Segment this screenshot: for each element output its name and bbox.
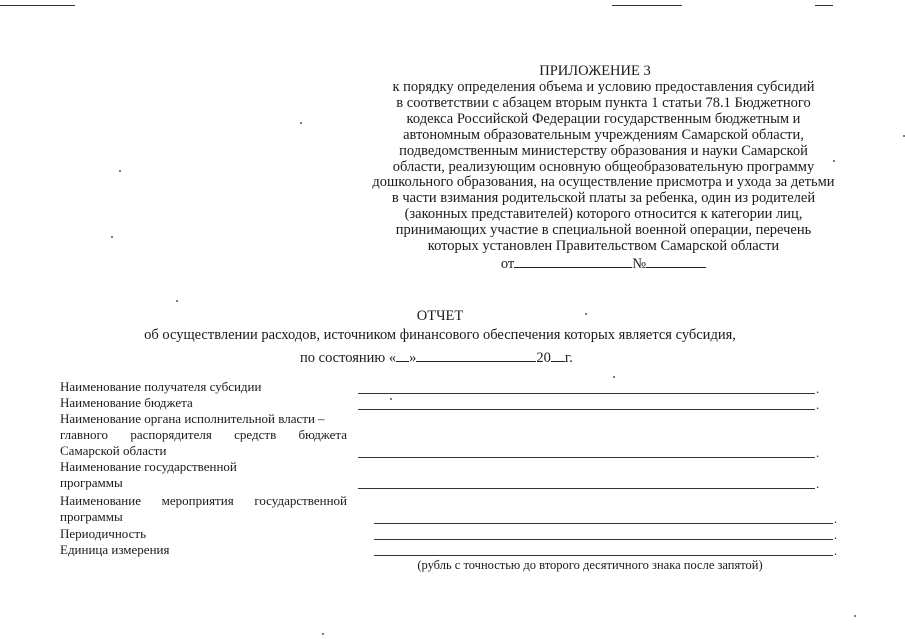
label-program-line: Наименование государственной	[60, 459, 237, 474]
appendix-title: ПРИЛОЖЕНИЕ 3	[539, 63, 651, 79]
appendix-line: принимающих участие в специальной военной операции, перечень	[395, 222, 812, 239]
budget-blank[interactable]	[358, 409, 815, 410]
year-prefix: 20	[536, 350, 551, 366]
scan-speck	[854, 615, 856, 617]
date-prefix: от	[500, 255, 515, 272]
recipient-dot: .	[816, 381, 820, 396]
year-suffix: г.	[564, 350, 573, 366]
report-subtitle: об осуществлении расходов, источником финансового обеспечения которых является субсидия,	[144, 327, 736, 343]
recipient-blank[interactable]	[358, 393, 815, 394]
authority-blank[interactable]	[358, 457, 815, 458]
year-blank[interactable]	[551, 349, 565, 362]
label-authority	[60, 411, 347, 458]
appendix-line: в части взимания родительской платы за ребенка, один из родителей	[391, 190, 816, 207]
appendix-line: области, реализующим основную общеобразовательную программу	[392, 158, 815, 175]
budget-dot: .	[816, 397, 820, 412]
scan-speck	[390, 398, 392, 400]
appendix-line: дошкольного образования, на осуществление присмотра и ухода за детьми	[372, 174, 835, 191]
scan-speck	[300, 122, 302, 124]
scan-speck	[111, 236, 113, 238]
date-blank[interactable]	[514, 255, 632, 268]
scan-speck	[613, 376, 615, 378]
label-event-line: Наименование мероприятия государственной	[60, 493, 347, 508]
scan-speck	[322, 633, 324, 635]
authority-dot: .	[816, 445, 820, 460]
label-program-line: программы	[60, 474, 123, 490]
program-blank[interactable]	[358, 488, 815, 489]
label-periodicity: Периодичность	[60, 526, 147, 541]
label-program	[60, 459, 347, 491]
appendix-date-line	[356, 255, 851, 273]
appendix-line: которых установлен Правительством Самарской области	[427, 238, 780, 255]
label-event-line: программы	[60, 508, 123, 524]
top-edge-line-right	[815, 5, 833, 6]
label-authority-line: Самарской области	[60, 442, 167, 458]
label-authority-line: главного распорядителя средств бюджета	[60, 426, 347, 442]
periodicity-dot: .	[834, 527, 838, 542]
periodicity-blank[interactable]	[374, 539, 833, 540]
label-authority-line: Наименование органа исполнительной власти –	[60, 411, 325, 426]
program-dot: .	[816, 476, 820, 491]
status-quote-close: »	[409, 350, 417, 366]
appendix-line: подведомственным министерству образования и науки Самарской	[399, 142, 808, 159]
number-sign: №	[632, 255, 647, 272]
scan-speck	[833, 160, 835, 162]
unit-note: (рубль с точностью до второго десятичного знака после запятой)	[417, 558, 763, 572]
day-blank[interactable]	[396, 349, 409, 362]
scan-speck	[119, 170, 121, 172]
top-edge-line-left	[0, 5, 75, 6]
label-event	[60, 493, 347, 525]
number-blank[interactable]	[646, 255, 706, 268]
label-recipient: Наименование получателя субсидии	[60, 379, 262, 394]
appendix-line: в соответствии с абзацем вторым пункта 1 статьи 78.1 Бюджетного	[396, 94, 811, 111]
scan-speck	[585, 313, 587, 315]
appendix-line: автономным образовательным учреждениям Самарской области,	[403, 126, 804, 143]
appendix-line: кодекса Российской Федерации государственным бюджетным и	[406, 110, 801, 127]
status-prefix: по состоянию «	[300, 350, 397, 366]
report-title: ОТЧЕТ	[416, 308, 464, 324]
event-dot: .	[834, 511, 838, 526]
scan-speck	[176, 300, 178, 302]
appendix-line: к порядку определения объема и условию предоставления субсидий	[392, 79, 815, 95]
unit-blank[interactable]	[374, 555, 833, 556]
month-blank[interactable]	[416, 349, 536, 362]
event-blank[interactable]	[374, 523, 833, 524]
label-budget: Наименование бюджета	[60, 395, 193, 410]
appendix-text	[356, 80, 851, 273]
top-edge-line-mid	[612, 5, 682, 6]
label-unit: Единица измерения	[60, 542, 170, 557]
appendix-line: (законных представителей) которого относится к категории лиц,	[404, 206, 803, 223]
report-status-date	[300, 349, 640, 367]
unit-dot: .	[834, 543, 838, 558]
